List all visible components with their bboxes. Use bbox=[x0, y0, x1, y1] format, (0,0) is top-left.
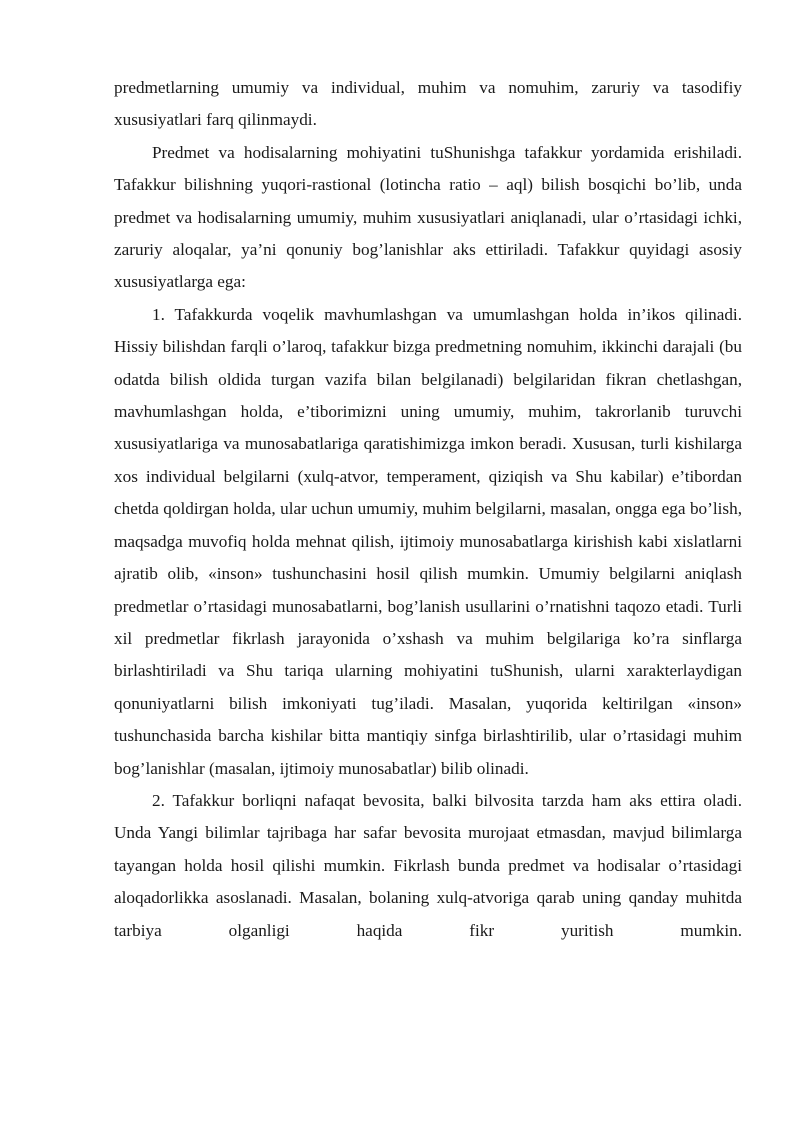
paragraph-thinking-intro: Predmet va hodisalarning mohiyatini tuShunishga tafakkur yordamida erishiladi. Tafakkur bilishning yuqori-rastional (lotincha ratio – aql) bilish bosqichi bo’lib, unda predmet va hodisalarning umumiy, muhim xususiyatlari aniqlanadi, ular o’rtasidagi ichki, zaruriy aloqalar, ya’ni qonuniy bog’lanishlar aks ettiriladi. Tafakkur quyidagi asosiy xususiyatlarga ega: bbox=[114, 142, 742, 292]
paragraph-continuation: predmetlarning umumiy va individual, muhim va nomuhim, zaruriy va tasodifiy xususiyatlari farq qilinmaydi. bbox=[114, 78, 742, 130]
document-page bbox=[114, 72, 742, 947]
paragraph-point-2: 2. Tafakkur borliqni nafaqat bevosita, balki bilvosita tarzda ham aks ettira oladi. Unda Yangi bilimlar tajribaga har safar bevosita murojaat etmasdan, mavjud bilimlarga tayangan holda hosil qilishi mumkin. Fikrlash bunda predmet va hodisalar o’rtasidagi aloqadorlikka asoslanadi. Masalan, bolaning xulq-atvoriga qarab uning qanday muhitda tarbiya olganligi haqida fikr yuritish mumkin. bbox=[114, 790, 742, 940]
paragraph-point-1: 1. Tafakkurda voqelik mavhumlashgan va umumlashgan holda in’ikos qilinadi. Hissiy bilishdan farqli o’laroq, tafakkur bizga predmetning nomuhim, ikkinchi darajali (bu odatda bilish oldida turgan vazifa bilan belgilanadi) belgilaridan fikran chetlashgan, mavhumlashgan holda, e’tiborimizni uning umumiy, muhim, takrorlanib turuvchi xususiyatlariga va munosabatlariga qaratishimizga imkon beradi. Xususan, turli kishilarga xos individual belgilarni (xulq-atvor, temperament, qiziqish va Shu kabilar) e’tibordan chetda qoldirgan holda, ular uchun umumiy, muhim belgilarni, masalan, ongga ega bo’lish, maqsadga muvofiq holda mehnat qilish, ijtimoiy munosabatlarga kirishish kabi xislatlarni ajratib olib, «inson» tushunchasini hosil qilish mumkin. Umumiy belgilarni aniqlash predmetlar o’rtasidagi munosabatlarni, bog’lanish usullarini o’rnatishni taqozo etadi. Turli xil predmetlar fikrlash jarayonida o’xshash va muhim belgilariga ko’ra sinflarga birlashtiriladi va Shu tariqa ularning mohiyatini tuShunish, ularni xarakterlaydigan qonuniyatlarni bilish imkoniyati tug’iladi. Masalan, yuqorida keltirilgan «inson» tushunchasida barcha kishilar bitta mantiqiy sinfga birlashtirilib, ular o’rtasidagi muhim bog’lanishlar (masalan, ijtimoiy munosabatlar) bilib olinadi. bbox=[114, 304, 742, 778]
